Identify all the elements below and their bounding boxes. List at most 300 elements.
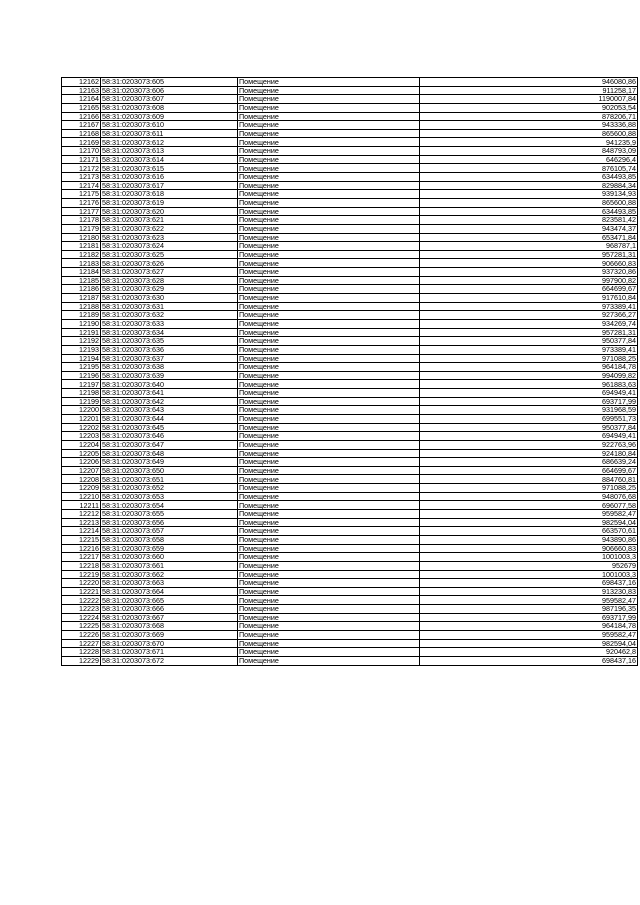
table-row [62, 501, 638, 510]
object-type-cell: Помещение [238, 397, 420, 406]
cadastral-value-table [61, 77, 638, 666]
object-type-cell: Помещение [238, 414, 420, 423]
cadastral-number-cell: 58:31:0203073:612 [101, 138, 238, 147]
table-row [62, 389, 638, 398]
object-type-cell: Помещение [238, 596, 420, 605]
cadastral-value-cell: 957281,31 [420, 328, 638, 337]
table-row [62, 198, 638, 207]
cadastral-number-cell: 58:31:0203073:660 [101, 553, 238, 562]
cadastral-value-cell: 865600,88 [420, 129, 638, 138]
cadastral-value-cell: 934269,74 [420, 319, 638, 328]
row-number-cell: 12193 [62, 345, 101, 354]
object-type-cell: Помещение [238, 440, 420, 449]
table-row [62, 121, 638, 130]
row-number-cell: 12212 [62, 510, 101, 519]
object-type-cell: Помещение [238, 631, 420, 640]
cadastral-value-cell: 948076,68 [420, 492, 638, 501]
cadastral-number-cell: 58:31:0203073:622 [101, 224, 238, 233]
cadastral-number-cell: 58:31:0203073:652 [101, 484, 238, 493]
object-type-cell: Помещение [238, 484, 420, 493]
cadastral-number-cell: 58:31:0203073:641 [101, 389, 238, 398]
cadastral-value-cell: 693717,99 [420, 613, 638, 622]
table-row [62, 294, 638, 303]
object-type-cell: Помещение [238, 380, 420, 389]
cadastral-value-cell: 971088,25 [420, 354, 638, 363]
cadastral-number-cell: 58:31:0203073:669 [101, 631, 238, 640]
cadastral-value-cell: 964184,78 [420, 363, 638, 372]
table-row [62, 285, 638, 294]
object-type-cell: Помещение [238, 259, 420, 268]
table-row [62, 561, 638, 570]
object-type-cell: Помещение [238, 164, 420, 173]
table-row [62, 147, 638, 156]
cadastral-value-cell: 971088,25 [420, 484, 638, 493]
row-number-cell: 12197 [62, 380, 101, 389]
table-row [62, 449, 638, 458]
cadastral-number-cell: 58:31:0203073:643 [101, 406, 238, 415]
table-row [62, 354, 638, 363]
cadastral-value-cell: 848793,09 [420, 147, 638, 156]
cadastral-number-cell: 58:31:0203073:633 [101, 319, 238, 328]
object-type-cell: Помещение [238, 345, 420, 354]
row-number-cell: 12210 [62, 492, 101, 501]
table-row [62, 371, 638, 380]
table-row [62, 250, 638, 259]
table-row [62, 484, 638, 493]
cadastral-value-cell: 634493,85 [420, 173, 638, 182]
cadastral-number-cell: 58:31:0203073:671 [101, 648, 238, 657]
cadastral-number-cell: 58:31:0203073:628 [101, 276, 238, 285]
object-type-cell: Помещение [238, 432, 420, 441]
row-number-cell: 12205 [62, 449, 101, 458]
object-type-cell: Помещение [238, 458, 420, 467]
row-number-cell: 12192 [62, 337, 101, 346]
cadastral-value-cell: 943890,86 [420, 535, 638, 544]
row-number-cell: 12183 [62, 259, 101, 268]
row-number-cell: 12203 [62, 432, 101, 441]
table-row [62, 95, 638, 104]
cadastral-value-cell: 698437,16 [420, 656, 638, 665]
cadastral-value-cell: 699551,73 [420, 414, 638, 423]
row-number-cell: 12215 [62, 535, 101, 544]
cadastral-value-cell: 1001003,3 [420, 570, 638, 579]
row-number-cell: 12180 [62, 233, 101, 242]
cadastral-value-cell: 906660,83 [420, 259, 638, 268]
row-number-cell: 12206 [62, 458, 101, 467]
row-number-cell: 12172 [62, 164, 101, 173]
cadastral-value-cell: 878206,71 [420, 112, 638, 121]
object-type-cell: Помещение [238, 224, 420, 233]
row-number-cell: 12227 [62, 639, 101, 648]
table-row [62, 535, 638, 544]
table-row [62, 397, 638, 406]
cadastral-value-cell: 913230,83 [420, 587, 638, 596]
cadastral-number-cell: 58:31:0203073:645 [101, 423, 238, 432]
cadastral-value-cell: 968787,1 [420, 242, 638, 251]
table-row [62, 613, 638, 622]
object-type-cell: Помещение [238, 207, 420, 216]
table-row [62, 259, 638, 268]
row-number-cell: 12202 [62, 423, 101, 432]
cadastral-number-cell: 58:31:0203073:657 [101, 527, 238, 536]
cadastral-value-cell: 920462,8 [420, 648, 638, 657]
object-type-cell: Помещение [238, 78, 420, 87]
cadastral-number-cell: 58:31:0203073:608 [101, 103, 238, 112]
table-row [62, 596, 638, 605]
cadastral-value-cell: 664699,67 [420, 285, 638, 294]
row-number-cell: 12168 [62, 129, 101, 138]
row-number-cell: 12166 [62, 112, 101, 121]
cadastral-value-cell: 1190007,84 [420, 95, 638, 104]
object-type-cell: Помещение [238, 648, 420, 657]
cadastral-value-cell: 931968,59 [420, 406, 638, 415]
cadastral-value-cell: 865600,88 [420, 198, 638, 207]
cadastral-number-cell: 58:31:0203073:661 [101, 561, 238, 570]
cadastral-value-cell: 664699,67 [420, 466, 638, 475]
row-number-cell: 12218 [62, 561, 101, 570]
cadastral-number-cell: 58:31:0203073:663 [101, 579, 238, 588]
table-row [62, 276, 638, 285]
object-type-cell: Помещение [238, 181, 420, 190]
row-number-cell: 12216 [62, 544, 101, 553]
object-type-cell: Помещение [238, 302, 420, 311]
row-number-cell: 12194 [62, 354, 101, 363]
row-number-cell: 12199 [62, 397, 101, 406]
row-number-cell: 12176 [62, 198, 101, 207]
object-type-cell: Помещение [238, 95, 420, 104]
row-number-cell: 12224 [62, 613, 101, 622]
cadastral-value-cell: 994099,82 [420, 371, 638, 380]
object-type-cell: Помещение [238, 328, 420, 337]
cadastral-number-cell: 58:31:0203073:611 [101, 129, 238, 138]
row-number-cell: 12184 [62, 268, 101, 277]
object-type-cell: Помещение [238, 639, 420, 648]
object-type-cell: Помещение [238, 587, 420, 596]
row-number-cell: 12187 [62, 294, 101, 303]
cadastral-value-cell: 698437,16 [420, 579, 638, 588]
object-type-cell: Помещение [238, 605, 420, 614]
cadastral-number-cell: 58:31:0203073:621 [101, 216, 238, 225]
object-type-cell: Помещение [238, 190, 420, 199]
table-row [62, 103, 638, 112]
cadastral-value-cell: 922763,96 [420, 440, 638, 449]
row-number-cell: 12221 [62, 587, 101, 596]
row-number-cell: 12207 [62, 466, 101, 475]
object-type-cell: Помещение [238, 311, 420, 320]
cadastral-value-cell: 941235,9 [420, 138, 638, 147]
cadastral-number-cell: 58:31:0203073:665 [101, 596, 238, 605]
object-type-cell: Помещение [238, 423, 420, 432]
table-row [62, 579, 638, 588]
row-number-cell: 12198 [62, 389, 101, 398]
table-row [62, 475, 638, 484]
row-number-cell: 12217 [62, 553, 101, 562]
table-row [62, 173, 638, 182]
row-number-cell: 12178 [62, 216, 101, 225]
row-number-cell: 12179 [62, 224, 101, 233]
cadastral-value-cell: 997900,82 [420, 276, 638, 285]
object-type-cell: Помещение [238, 544, 420, 553]
cadastral-number-cell: 58:31:0203073:638 [101, 363, 238, 372]
row-number-cell: 12162 [62, 78, 101, 87]
table-row [62, 311, 638, 320]
row-number-cell: 12181 [62, 242, 101, 251]
cadastral-value-cell: 917610,84 [420, 294, 638, 303]
cadastral-number-cell: 58:31:0203073:620 [101, 207, 238, 216]
cadastral-value-cell: 943336,88 [420, 121, 638, 130]
cadastral-number-cell: 58:31:0203073:605 [101, 78, 238, 87]
cadastral-value-cell: 959582,47 [420, 510, 638, 519]
row-number-cell: 12200 [62, 406, 101, 415]
table-row [62, 302, 638, 311]
cadastral-number-cell: 58:31:0203073:650 [101, 466, 238, 475]
cadastral-value-cell: 646296,4 [420, 155, 638, 164]
table-row [62, 553, 638, 562]
object-type-cell: Помещение [238, 103, 420, 112]
cadastral-number-cell: 58:31:0203073:630 [101, 294, 238, 303]
cadastral-number-cell: 58:31:0203073:654 [101, 501, 238, 510]
cadastral-number-cell: 58:31:0203073:632 [101, 311, 238, 320]
table-row [62, 414, 638, 423]
cadastral-value-cell: 937320,86 [420, 268, 638, 277]
cadastral-number-cell: 58:31:0203073:642 [101, 397, 238, 406]
cadastral-number-cell: 58:31:0203073:607 [101, 95, 238, 104]
cadastral-value-cell: 959582,47 [420, 596, 638, 605]
cadastral-value-cell: 884760,81 [420, 475, 638, 484]
table-row [62, 518, 638, 527]
cadastral-number-cell: 58:31:0203073:625 [101, 250, 238, 259]
table-row [62, 86, 638, 95]
table-row [62, 380, 638, 389]
cadastral-value-cell: 663570,61 [420, 527, 638, 536]
row-number-cell: 12186 [62, 285, 101, 294]
object-type-cell: Помещение [238, 173, 420, 182]
cadastral-number-cell: 58:31:0203073:635 [101, 337, 238, 346]
object-type-cell: Помещение [238, 371, 420, 380]
row-number-cell: 12175 [62, 190, 101, 199]
table-body [62, 78, 638, 666]
cadastral-number-cell: 58:31:0203073:623 [101, 233, 238, 242]
object-type-cell: Помещение [238, 613, 420, 622]
cadastral-number-cell: 58:31:0203073:637 [101, 354, 238, 363]
object-type-cell: Помещение [238, 233, 420, 242]
row-number-cell: 12225 [62, 622, 101, 631]
object-type-cell: Помещение [238, 337, 420, 346]
cadastral-value-cell: 943474,37 [420, 224, 638, 233]
cadastral-number-cell: 58:31:0203073:617 [101, 181, 238, 190]
object-type-cell: Помещение [238, 86, 420, 95]
cadastral-value-cell: 911258,17 [420, 86, 638, 95]
table-row [62, 345, 638, 354]
row-number-cell: 12165 [62, 103, 101, 112]
table-row [62, 510, 638, 519]
cadastral-value-cell: 961883,63 [420, 380, 638, 389]
table-row [62, 440, 638, 449]
table-row [62, 242, 638, 251]
table-row [62, 190, 638, 199]
cadastral-number-cell: 58:31:0203073:616 [101, 173, 238, 182]
cadastral-number-cell: 58:31:0203073:624 [101, 242, 238, 251]
object-type-cell: Помещение [238, 656, 420, 665]
cadastral-value-cell: 950377,84 [420, 337, 638, 346]
cadastral-number-cell: 58:31:0203073:634 [101, 328, 238, 337]
cadastral-value-cell: 987196,35 [420, 605, 638, 614]
cadastral-number-cell: 58:31:0203073:659 [101, 544, 238, 553]
object-type-cell: Помещение [238, 216, 420, 225]
cadastral-value-cell: 634493,85 [420, 207, 638, 216]
object-type-cell: Помещение [238, 492, 420, 501]
cadastral-number-cell: 58:31:0203073:672 [101, 656, 238, 665]
cadastral-number-cell: 58:31:0203073:653 [101, 492, 238, 501]
row-number-cell: 12214 [62, 527, 101, 536]
cadastral-value-cell: 939134,93 [420, 190, 638, 199]
cadastral-number-cell: 58:31:0203073:658 [101, 535, 238, 544]
cadastral-number-cell: 58:31:0203073:667 [101, 613, 238, 622]
object-type-cell: Помещение [238, 285, 420, 294]
row-number-cell: 12219 [62, 570, 101, 579]
table-row [62, 155, 638, 164]
cadastral-value-cell: 964184,78 [420, 622, 638, 631]
cadastral-number-cell: 58:31:0203073:610 [101, 121, 238, 130]
cadastral-number-cell: 58:31:0203073:656 [101, 518, 238, 527]
table-row [62, 492, 638, 501]
table-row [62, 138, 638, 147]
object-type-cell: Помещение [238, 622, 420, 631]
cadastral-number-cell: 58:31:0203073:666 [101, 605, 238, 614]
object-type-cell: Помещение [238, 198, 420, 207]
object-type-cell: Помещение [238, 294, 420, 303]
cadastral-value-cell: 696077,58 [420, 501, 638, 510]
cadastral-number-cell: 58:31:0203073:639 [101, 371, 238, 380]
cadastral-value-cell: 906660,83 [420, 544, 638, 553]
table-row [62, 466, 638, 475]
table-row [62, 648, 638, 657]
cadastral-number-cell: 58:31:0203073:649 [101, 458, 238, 467]
row-number-cell: 12169 [62, 138, 101, 147]
cadastral-number-cell: 58:31:0203073:644 [101, 414, 238, 423]
row-number-cell: 12213 [62, 518, 101, 527]
object-type-cell: Помещение [238, 475, 420, 484]
cadastral-number-cell: 58:31:0203073:668 [101, 622, 238, 631]
object-type-cell: Помещение [238, 449, 420, 458]
cadastral-number-cell: 58:31:0203073:627 [101, 268, 238, 277]
cadastral-number-cell: 58:31:0203073:618 [101, 190, 238, 199]
object-type-cell: Помещение [238, 363, 420, 372]
object-type-cell: Помещение [238, 250, 420, 259]
cadastral-value-cell: 982594,04 [420, 518, 638, 527]
row-number-cell: 12226 [62, 631, 101, 640]
table-row [62, 181, 638, 190]
table-row [62, 207, 638, 216]
table-row [62, 164, 638, 173]
table-row [62, 112, 638, 121]
object-type-cell: Помещение [238, 553, 420, 562]
table-row [62, 570, 638, 579]
cadastral-value-cell: 924180,84 [420, 449, 638, 458]
table-row [62, 363, 638, 372]
object-type-cell: Помещение [238, 129, 420, 138]
object-type-cell: Помещение [238, 147, 420, 156]
cadastral-value-cell: 694949,41 [420, 432, 638, 441]
object-type-cell: Помещение [238, 112, 420, 121]
cadastral-value-cell: 952679 [420, 561, 638, 570]
row-number-cell: 12208 [62, 475, 101, 484]
row-number-cell: 12164 [62, 95, 101, 104]
cadastral-value-cell: 973389,41 [420, 345, 638, 354]
row-number-cell: 12182 [62, 250, 101, 259]
cadastral-number-cell: 58:31:0203073:629 [101, 285, 238, 294]
table-row [62, 224, 638, 233]
object-type-cell: Помещение [238, 319, 420, 328]
cadastral-number-cell: 58:31:0203073:670 [101, 639, 238, 648]
cadastral-number-cell: 58:31:0203073:646 [101, 432, 238, 441]
row-number-cell: 12163 [62, 86, 101, 95]
row-number-cell: 12195 [62, 363, 101, 372]
cadastral-value-cell: 946080,86 [420, 78, 638, 87]
object-type-cell: Помещение [238, 527, 420, 536]
cadastral-value-cell: 902053,54 [420, 103, 638, 112]
table-row [62, 233, 638, 242]
table-row [62, 78, 638, 87]
table-row [62, 328, 638, 337]
cadastral-number-cell: 58:31:0203073:609 [101, 112, 238, 121]
cadastral-value-cell: 927366,27 [420, 311, 638, 320]
object-type-cell: Помещение [238, 561, 420, 570]
cadastral-number-cell: 58:31:0203073:640 [101, 380, 238, 389]
object-type-cell: Помещение [238, 535, 420, 544]
row-number-cell: 12173 [62, 173, 101, 182]
row-number-cell: 12188 [62, 302, 101, 311]
object-type-cell: Помещение [238, 242, 420, 251]
row-number-cell: 12189 [62, 311, 101, 320]
row-number-cell: 12177 [62, 207, 101, 216]
cadastral-number-cell: 58:31:0203073:631 [101, 302, 238, 311]
object-type-cell: Помещение [238, 276, 420, 285]
row-number-cell: 12167 [62, 121, 101, 130]
object-type-cell: Помещение [238, 579, 420, 588]
cadastral-value-cell: 950377,84 [420, 423, 638, 432]
object-type-cell: Помещение [238, 138, 420, 147]
cadastral-value-cell: 694949,41 [420, 389, 638, 398]
object-type-cell: Помещение [238, 510, 420, 519]
cadastral-number-cell: 58:31:0203073:651 [101, 475, 238, 484]
cadastral-value-cell: 1001003,3 [420, 553, 638, 562]
cadastral-number-cell: 58:31:0203073:606 [101, 86, 238, 95]
row-number-cell: 12174 [62, 181, 101, 190]
cadastral-number-cell: 58:31:0203073:662 [101, 570, 238, 579]
row-number-cell: 12170 [62, 147, 101, 156]
cadastral-value-cell: 959582,47 [420, 631, 638, 640]
row-number-cell: 12229 [62, 656, 101, 665]
cadastral-value-cell: 957281,31 [420, 250, 638, 259]
table-row [62, 527, 638, 536]
cadastral-number-cell: 58:31:0203073:664 [101, 587, 238, 596]
row-number-cell: 12209 [62, 484, 101, 493]
table-row [62, 337, 638, 346]
row-number-cell: 12228 [62, 648, 101, 657]
cadastral-number-cell: 58:31:0203073:619 [101, 198, 238, 207]
cadastral-number-cell: 58:31:0203073:647 [101, 440, 238, 449]
cadastral-value-cell: 829884,34 [420, 181, 638, 190]
table-row [62, 587, 638, 596]
table-row [62, 622, 638, 631]
table-row [62, 319, 638, 328]
row-number-cell: 12201 [62, 414, 101, 423]
cadastral-number-cell: 58:31:0203073:615 [101, 164, 238, 173]
object-type-cell: Помещение [238, 121, 420, 130]
table-row [62, 129, 638, 138]
table-row [62, 406, 638, 415]
